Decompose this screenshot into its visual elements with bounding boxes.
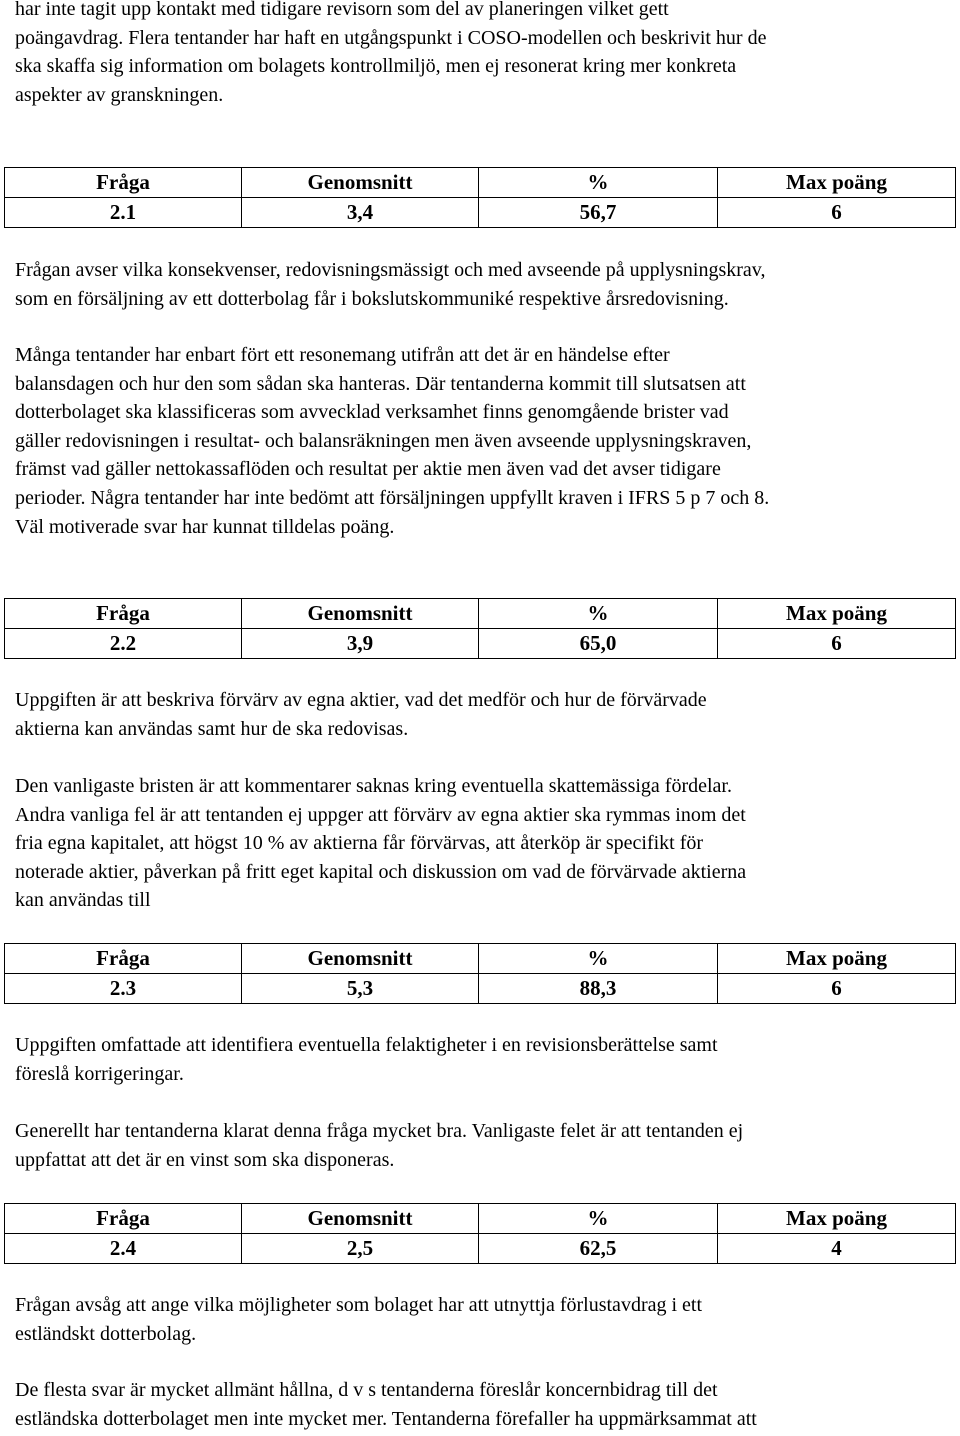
- header-question: Fråga: [5, 944, 242, 974]
- text-line: poängavdrag. Flera tentander har haft en utgångspunkt i COSO-modellen och beskrivit hur de: [15, 26, 767, 49]
- text-line: Frågan avser vilka konsekvenser, redovisningsmässigt och med avseende på upplysningskrav,: [15, 259, 766, 281]
- text-line: uppfattat att det är en vinst som ska disponeras.: [15, 1148, 395, 1171]
- score-table-2-4: [4, 1203, 956, 1264]
- header-max-points: Max poäng: [718, 944, 956, 974]
- header-question: Fråga: [5, 599, 242, 629]
- text-line: Uppgiften är att beskriva förvärv av egna aktier, vad det medför och hur de förvärvade: [15, 689, 707, 711]
- text-line: aktierna kan användas samt hur de ska redovisas.: [15, 717, 409, 740]
- text-line: dotterbolaget ska klassificeras som avvecklad verksamhet finns genomgående brister vad: [15, 401, 729, 424]
- cell-percent: 88,3: [479, 974, 718, 1004]
- text-line: Väl motiverade svar har kunnat tilldelas poäng.: [15, 515, 395, 538]
- cell-question: 2.1: [5, 198, 242, 228]
- table-row: [5, 198, 956, 228]
- header-percent: %: [479, 168, 718, 198]
- header-question: Fråga: [5, 168, 242, 198]
- text-line: estländska dotterbolaget men inte mycket mer. Tentanderna förefaller ha uppmärksammat att: [15, 1407, 757, 1430]
- table-header-row: [5, 168, 956, 198]
- table-header-row: [5, 1204, 956, 1234]
- table-row: [5, 629, 956, 659]
- table-row: [5, 1234, 956, 1264]
- text-line: Frågan avsåg att ange vilka möjligheter som bolaget har att utnyttja förlustavdrag i ett: [15, 1294, 703, 1316]
- text-line: ska skaffa sig information om bolagets kontrollmiljö, men ej resonerat kring mer konkreta: [15, 55, 737, 78]
- text-line: föreslå korrigeringar.: [15, 1062, 184, 1085]
- section-2-1-paragraph-1: [15, 256, 960, 313]
- header-average: Genomsnitt: [242, 1204, 479, 1234]
- cell-average: 2,5: [242, 1234, 479, 1264]
- section-2-2-paragraph-1: [15, 686, 960, 743]
- section-2-2-paragraph-2: [15, 772, 960, 915]
- section-2-3-paragraph-2: [15, 1117, 960, 1174]
- header-percent: %: [479, 1204, 718, 1234]
- header-percent: %: [479, 599, 718, 629]
- intro-paragraph: [15, 0, 960, 109]
- text-line: estländskt dotterbolag.: [15, 1322, 197, 1345]
- header-max-points: Max poäng: [718, 168, 956, 198]
- header-average: Genomsnitt: [242, 599, 479, 629]
- table-header-row: [5, 599, 956, 629]
- score-table-2-3: [4, 943, 956, 1004]
- score-table-2-1: [4, 167, 956, 228]
- header-average: Genomsnitt: [242, 168, 479, 198]
- text-line: gäller redovisningen i resultat- och balansräkningen men även avseende upplysningskraven,: [15, 429, 752, 452]
- cell-average: 3,4: [242, 198, 479, 228]
- text-line: De flesta svar är mycket allmänt hållna, d v s tentanderna föreslår koncernbidrag till det: [15, 1379, 718, 1401]
- section-2-4-paragraph-2: [15, 1376, 960, 1433]
- text-line: Andra vanliga fel är att tentanden ej uppger att förvärv av egna aktier ska rymmas inom det: [15, 803, 746, 826]
- cell-percent: 56,7: [479, 198, 718, 228]
- text-line: perioder. Några tentander har inte bedömt att försäljningen uppfyllt kraven i IFRS 5 p 7 och 8.: [15, 486, 770, 509]
- header-max-points: Max poäng: [718, 1204, 956, 1234]
- text-line: kan användas till: [15, 889, 151, 912]
- cell-percent: 65,0: [479, 629, 718, 659]
- cell-percent: 62,5: [479, 1234, 718, 1264]
- section-2-4-paragraph-1: [15, 1291, 960, 1348]
- text-line: fria egna kapitalet, att högst 10 % av aktierna får förvärvas, att återköp är specifikt för: [15, 832, 704, 855]
- cell-question: 2.4: [5, 1234, 242, 1264]
- text-line: Många tentander har enbart fört ett resonemang utifrån att det är en händelse efter: [15, 344, 670, 366]
- text-line: främst vad gäller nettokassaflöden och resultat per aktie men även vad det avser tidigare: [15, 458, 721, 481]
- cell-question: 2.2: [5, 629, 242, 659]
- cell-max-points: 6: [718, 629, 956, 659]
- cell-question: 2.3: [5, 974, 242, 1004]
- section-2-1-paragraph-2: [15, 341, 960, 541]
- text-line: aspekter av granskningen.: [15, 83, 224, 106]
- text-line: Generellt har tentanderna klarat denna fråga mycket bra. Vanligaste felet är att tentanden ej: [15, 1120, 744, 1142]
- table-row: [5, 974, 956, 1004]
- header-average: Genomsnitt: [242, 944, 479, 974]
- text-line: som en försäljning av ett dotterbolag får i bokslutskommuniké respektive årsredovisning.: [15, 287, 729, 310]
- header-max-points: Max poäng: [718, 599, 956, 629]
- text-line: har inte tagit upp kontakt med tidigare revisorn som del av planeringen vilket gett: [15, 0, 669, 20]
- header-percent: %: [479, 944, 718, 974]
- cell-max-points: 6: [718, 974, 956, 1004]
- cell-max-points: 6: [718, 198, 956, 228]
- score-table-2-2: [4, 598, 956, 659]
- text-line: noterade aktier, påverkan på fritt eget kapital och diskussion om vad de förvärvade aktierna: [15, 860, 747, 883]
- table-header-row: [5, 944, 956, 974]
- cell-average: 5,3: [242, 974, 479, 1004]
- cell-max-points: 4: [718, 1234, 956, 1264]
- text-line: Den vanligaste bristen är att kommentarer saknas kring eventuella skattemässiga fördelar.: [15, 775, 732, 797]
- header-question: Fråga: [5, 1204, 242, 1234]
- text-line: balansdagen och hur den som sådan ska hanteras. Där tentanderna kommit till slutsatsen att: [15, 372, 746, 395]
- text-line: Uppgiften omfattade att identifiera eventuella felaktigheter i en revisionsberättelse samt: [15, 1034, 718, 1056]
- section-2-3-paragraph-1: [15, 1031, 960, 1088]
- cell-average: 3,9: [242, 629, 479, 659]
